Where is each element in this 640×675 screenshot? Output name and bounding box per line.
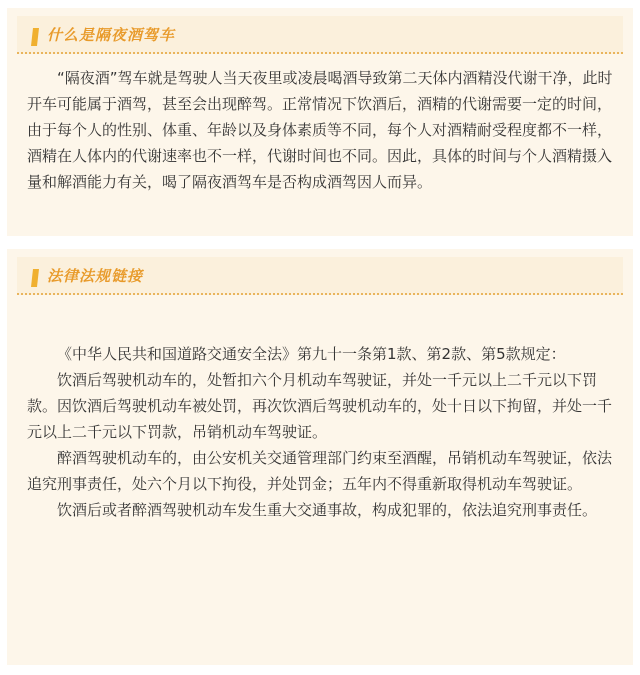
- paragraph: “隔夜酒”驾车就是驾驶人当天夜里或凌晨喝酒导致第二天体内酒精没代谢干净，此时开车可能属于酒驾，甚至会出现醉驾。正常情况下饮酒后，酒精的代谢需要一定的时间，由于每个人的性别、体重、年龄以及身体素质等不同，每个人对酒精耐受程度都不一样，酒精在人体内的代谢速率也不一样，代谢时间也不同。因此，具体的时间与个人酒精摄入量和解酒能力有关，喝了隔夜酒驾车是否构成酒驾因人而异。: [27, 69, 613, 191]
- section-header: [17, 16, 623, 54]
- slanted-bar-icon: [31, 269, 38, 287]
- section-card-law: [7, 249, 633, 665]
- paragraph-law-citation: 《中华人民共和国道路交通安全法》第九十一条第1款、第2款、第5款规定：: [57, 345, 566, 363]
- paragraph-accident: 饮酒后或者醉酒驾驶机动车发生重大交通事故，构成犯罪的，依法追究刑事责任。: [57, 501, 598, 519]
- section-body: [27, 65, 615, 195]
- section-header: [17, 257, 623, 295]
- slanted-bar-icon: [31, 28, 38, 46]
- paragraph-drunk-driving: 醉酒驾驶机动车的，由公安机关交通管理部门约束至酒醒，吊销机动车驾驶证，依法追究刑事责任，处六个月以下拘役，并处罚金；五年内不得重新取得机动车驾驶证。: [27, 449, 613, 493]
- paragraph-drink-driving: 饮酒后驾驶机动车的，处暂扣六个月机动车驾驶证，并处一千元以上二千元以下罚款。因饮酒后驾驶机动车被处罚，再次饮酒后驾驶机动车的，处十日以下拘留，并处一千元以上二千元以下罚款，吊销机动车驾驶证。: [27, 371, 613, 441]
- section-body: [27, 341, 615, 523]
- section-title: 法律法规链接: [47, 267, 144, 285]
- section-card-definition: [7, 8, 633, 236]
- section-title: 什么是隔夜酒驾车: [47, 26, 176, 44]
